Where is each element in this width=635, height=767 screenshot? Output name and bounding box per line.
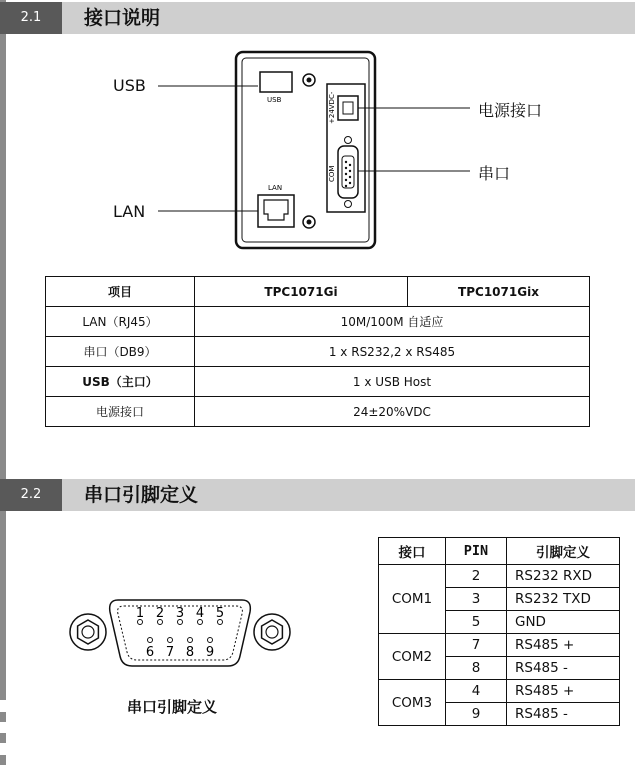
left-margin-mark: [0, 712, 6, 722]
pin-cell: 7: [446, 634, 507, 657]
table-row: [46, 337, 590, 367]
definition-cell: RS485 +: [507, 634, 620, 657]
table-cell-value: 1 x RS232,2 x RS485: [195, 337, 590, 367]
port-cell: COM1: [379, 565, 446, 634]
screw-center-icon: [307, 78, 312, 83]
pin-number: 3: [175, 606, 185, 621]
lan-callout: LAN: [113, 202, 146, 221]
table-header-cell: TPC1071Gix: [408, 277, 590, 307]
lan-port-label: LAN: [268, 184, 283, 192]
port-cell: COM2: [379, 634, 446, 680]
usb-port-label: USB: [267, 96, 282, 104]
table-row: [379, 680, 620, 703]
table-header-cell: 项目: [46, 277, 195, 307]
definition-cell: RS232 TXD: [507, 588, 620, 611]
definition-cell: GND: [507, 611, 620, 634]
power-connector: [338, 96, 358, 120]
table-row: [379, 634, 620, 657]
pin-cell: 4: [446, 680, 507, 703]
screw-center-icon: [307, 220, 312, 225]
table-header-cell: 引脚定义: [507, 538, 620, 565]
definition-cell: RS485 -: [507, 657, 620, 680]
usb-port: [260, 72, 292, 92]
table-row: [46, 367, 590, 397]
table-row: [46, 397, 590, 427]
left-margin-mark: [0, 755, 6, 765]
device-interface-diagram: [0, 40, 635, 262]
usb-callout: USB: [113, 76, 146, 95]
table-header-row: [46, 277, 590, 307]
left-margin-mark: [0, 733, 6, 743]
serial-callout: 串口: [478, 164, 511, 183]
definition-cell: RS485 +: [507, 680, 620, 703]
table-cell-item: LAN（RJ45）: [46, 307, 195, 337]
db9-connector-diagram: [60, 590, 300, 674]
section-header: [0, 479, 635, 511]
pin-number: 5: [215, 606, 225, 621]
table-header-cell: PIN: [446, 538, 507, 565]
definition-cell: RS485 -: [507, 703, 620, 726]
pin-number: 8: [185, 645, 195, 660]
pin-definition-table: [378, 537, 620, 726]
pin-cell: 3: [446, 588, 507, 611]
section-number: 2.1: [0, 2, 62, 34]
pin-cell: 2: [446, 565, 507, 588]
db9-caption: 串口引脚定义: [127, 698, 218, 716]
pin-cell: 9: [446, 703, 507, 726]
pin-number: 2: [155, 606, 165, 621]
com-port-label: COM: [328, 165, 336, 182]
pin-number: 7: [165, 645, 175, 660]
interface-spec-table: [45, 276, 590, 427]
section-number: 2.2: [0, 479, 62, 511]
table-row: [46, 307, 590, 337]
pin-cell: 8: [446, 657, 507, 680]
table-header-cell: 接口: [379, 538, 446, 565]
table-cell-item: 电源接口: [46, 397, 195, 427]
table-cell-item: USB（主口）: [46, 367, 195, 397]
section-title: 串口引脚定义: [84, 484, 199, 506]
table-header-cell: TPC1071Gi: [195, 277, 408, 307]
pin-number: 4: [195, 606, 205, 621]
power-port-label: +24VDC-: [328, 91, 336, 124]
pin-cell: 5: [446, 611, 507, 634]
pin-number: 6: [145, 645, 155, 660]
table-cell-value: 10M/100M 自适应: [195, 307, 590, 337]
pin-number: 1: [135, 606, 145, 621]
power-callout: 电源接口: [478, 101, 543, 120]
section-title: 接口说明: [84, 7, 161, 29]
section-header: [0, 2, 635, 34]
table-cell-value: 1 x USB Host: [195, 367, 590, 397]
table-cell-item: 串口（DB9）: [46, 337, 195, 367]
definition-cell: RS232 RXD: [507, 565, 620, 588]
port-cell: COM3: [379, 680, 446, 726]
pin-number: 9: [205, 645, 215, 660]
table-row: [379, 565, 620, 588]
table-header-row: [379, 538, 620, 565]
table-cell-value: 24±20%VDC: [195, 397, 590, 427]
com-connector: [338, 146, 358, 198]
